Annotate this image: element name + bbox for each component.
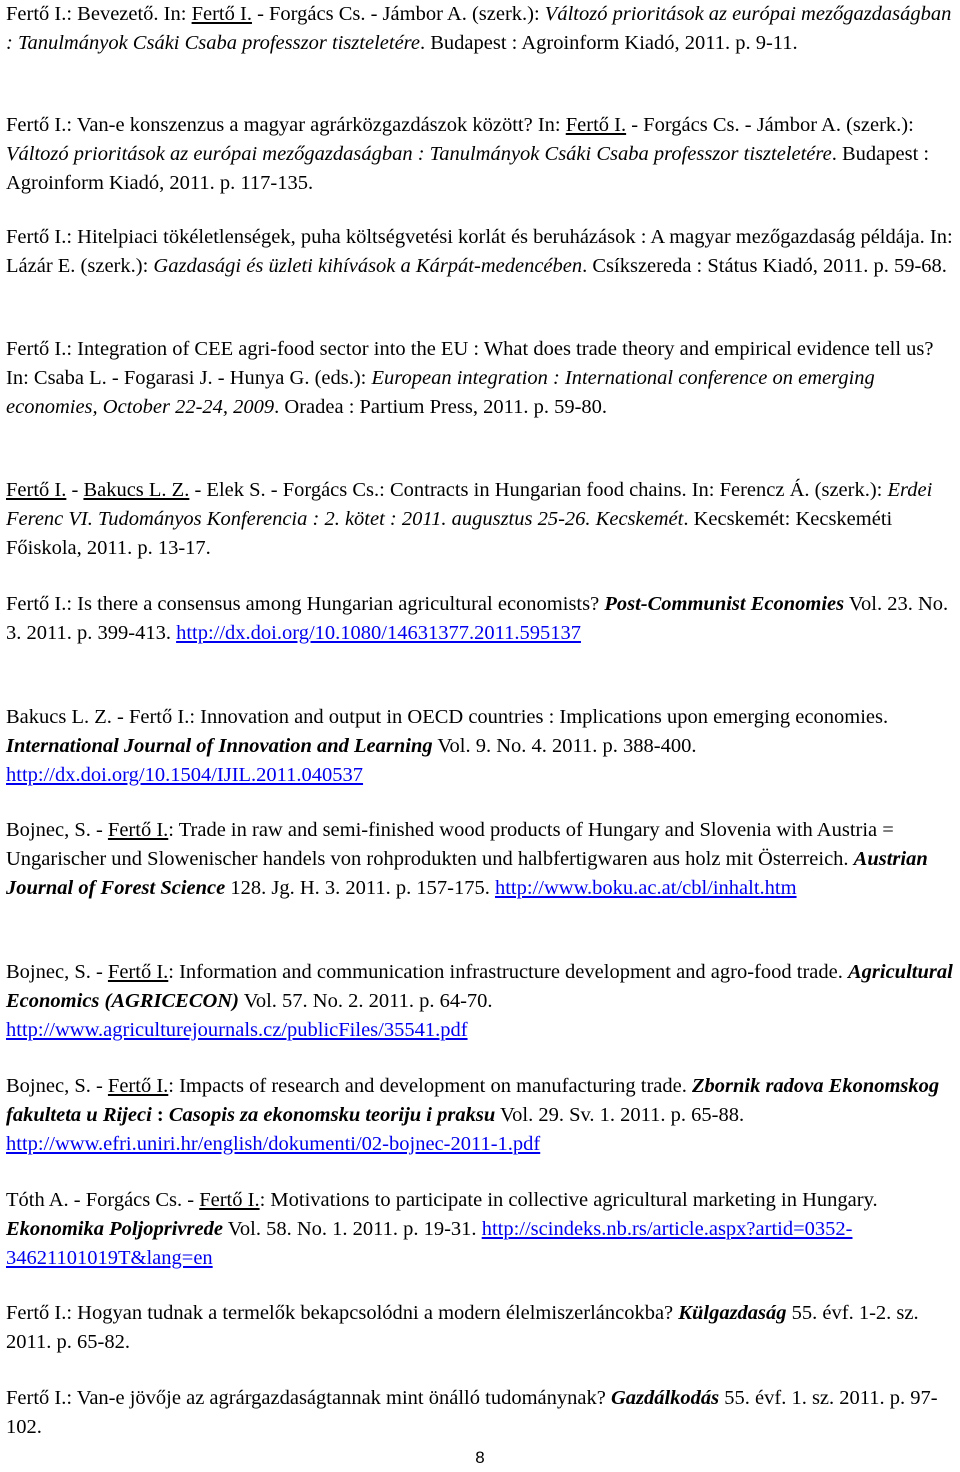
reference-text: International Journal of Innovation and Learning xyxy=(6,734,433,757)
page-number: 8 xyxy=(475,1448,485,1467)
reference-entry xyxy=(6,1186,956,1272)
reference-text: . Budapest : Agroinform Kiadó, 2011. p. 9-11. xyxy=(419,31,798,54)
reference-text: Vol. 29. Sv. 1. 2011. p. 65-88. xyxy=(495,1103,750,1126)
reference-text: . Kecskemét: Kecskeméti Főiskola, 2011. p. 13-17. xyxy=(6,507,898,559)
reference-text: Bojnec, S. - xyxy=(6,961,108,983)
reference-text: Gazdálkodás xyxy=(610,1387,720,1409)
reference-text: : Trade in raw and semi-finished wood products of Hungary and Slovenia with Austria = Ungarischer und Slowenischer handels von rohprodukten und halbfertigwaren aus holz mit Österreich. xyxy=(6,819,899,870)
reference-text: Fertő I.: Hogyan tudnak a termelők bekapcsolódni a modern élelmiszerláncokba? xyxy=(6,1302,679,1324)
doi-link[interactable]: http://www.efri.uniri.hr/english/dokumenti/02-bojnec-2011-1.pdf xyxy=(6,1132,541,1155)
reference-text: Fertő I.: Integration of CEE agri-food sector into the EU : What does trade theory and empirical evidence tell us? In: Csaba L. - Fogarasi J. - Hunya G. (eds.): xyxy=(6,338,939,389)
reference-entry xyxy=(6,1299,956,1357)
reference-text: Fertő I. xyxy=(6,479,67,501)
reference-text: - xyxy=(66,479,84,501)
reference-text: Fertő I. xyxy=(107,961,169,983)
reference-text: Fertő I. xyxy=(107,1075,169,1097)
reference-text: Külgazdaság xyxy=(678,1302,787,1324)
reference-text: Post-Communist Economies xyxy=(604,593,845,615)
reference-text: 55. évf. 1-2. sz. 2011. p. 65-82. xyxy=(6,1302,924,1353)
reference-text: Vol. 57. No. 2. 2011. p. 64-70. xyxy=(238,989,498,1012)
reference-text: . Oradea : Partium Press, 2011. p. 59-80. xyxy=(274,395,608,418)
reference-text: 128. Jg. H. 3. 2011. p. 157-175. xyxy=(225,876,495,899)
doi-link[interactable]: http://dx.doi.org/10.1080/14631377.2011.595137 xyxy=(176,621,581,644)
reference-text: : Impacts of research and development on manufacturing trade. xyxy=(168,1075,692,1097)
reference-text: : Motivations to participate in collective agricultural marketing in Hungary. xyxy=(259,1189,883,1211)
reference-text: 55. évf. 1. sz. 2011. p. 97-102. xyxy=(6,1387,938,1438)
reference-text: Változó prioritások az európai mezőgazdaságban : Tanulmányok Csáki Csaba professzor tiszteletére xyxy=(6,142,832,165)
reference-text: - Forgács Cs. - Jámbor A. (szerk.): xyxy=(626,114,919,136)
doi-link[interactable]: http://scindeks.nb.rs/article.aspx?artid=0352-34621101019T&lang=en xyxy=(6,1217,853,1269)
reference-entry xyxy=(6,476,956,562)
reference-text: Fertő I.: Van-e jövője az agrárgazdaságtannak mint önálló tudománynak? xyxy=(6,1387,611,1409)
reference-text: Fertő I. xyxy=(191,3,252,25)
reference-entry xyxy=(6,1072,956,1158)
reference-text: Változó prioritások az európai mezőgazdaságban : Tanulmányok Csáki Csaba professzor tiszteletére xyxy=(6,3,957,54)
reference-text: Bojnec, S. - xyxy=(6,819,108,841)
doi-link[interactable]: http://dx.doi.org/10.1504/IJIL.2011.040537 xyxy=(6,763,364,786)
reference-text: Fertő I. xyxy=(199,1189,260,1211)
reference-text: Vol. 58. No. 1. 2011. p. 19-31. xyxy=(222,1217,482,1240)
reference-text: Bakucs L. Z. xyxy=(83,479,190,501)
reference-text: Ekonomika Poljoprivrede xyxy=(6,1217,223,1240)
reference-text: . Budapest : Agroinform Kiadó, 2011. p. 117-135. xyxy=(6,142,934,194)
reference-text: Fertő I. xyxy=(107,819,169,841)
reference-text: Fertő I.: Van-e konszenzus a magyar agrárközgazdászok között? In: xyxy=(6,114,566,136)
reference-entry xyxy=(6,590,956,648)
reference-entry xyxy=(6,703,956,789)
reference-text: Fertő I.: Bevezető. In: xyxy=(6,3,192,25)
reference-text: Vol. 9. No. 4. 2011. p. 388-400. xyxy=(432,734,702,757)
reference-entry xyxy=(6,111,956,197)
reference-text: - Forgács Cs. - Jámbor A. (szerk.): xyxy=(251,3,545,25)
doi-link[interactable]: http://www.boku.ac.at/cbl/inhalt.htm xyxy=(494,876,797,899)
reference-text: - Elek S. - Forgács Cs.: Contracts in Hungarian food chains. In: Ferencz Á. (szerk.): xyxy=(189,479,888,501)
reference-text: Gazdasági és üzleti kihívások a Kárpát-medencében xyxy=(153,254,583,277)
doi-link[interactable]: http://www.agriculturejournals.cz/publicFiles/35541.pdf xyxy=(6,1018,468,1041)
reference-text: European integration : International conference on emerging economies, October 22-24, 2009 xyxy=(6,366,880,418)
reference-entry xyxy=(6,958,956,1044)
reference-text: Austrian Journal of Forest Science xyxy=(6,847,933,899)
reference-text: Vol. 23. No. 3. 2011. p. 399-413. xyxy=(6,593,954,644)
reference-entry xyxy=(6,1384,956,1442)
reference-text: Bakucs L. Z. - Fertő I.: Innovation and output in OECD countries : Implications upon emerging economies. xyxy=(6,706,894,728)
reference-text: Zbornik radova Ekonomskog fakulteta u Rijeci xyxy=(6,1075,945,1126)
reference-text: : Information and communication infrastructure development and agro-food trade. xyxy=(168,961,848,983)
reference-text: Casopis za ekonomsku teoriju i praksu xyxy=(168,1103,496,1126)
reference-text: Erdei Ferenc VI. Tudományos Konferencia : 2. kötet : 2011. augusztus 25-26. Kecskemét xyxy=(6,479,938,530)
reference-text: . Csíkszereda : Státus Kiadó, 2011. p. 59-68. xyxy=(582,254,947,277)
reference-text: Bojnec, S. - xyxy=(6,1075,108,1097)
reference-text: Agricultural Economics (AGRICECON) xyxy=(6,961,958,1012)
reference-entry xyxy=(6,0,956,58)
reference-text: : xyxy=(151,1103,169,1126)
reference-entry xyxy=(6,335,956,421)
reference-entry xyxy=(6,816,956,902)
reference-text: Fertő I.: Hitelpiaci tökéletlenségek, puha költségvetési korlát és beruházások : A magyar mezőgazdaság példája. In: Lázár E. (szerk.): xyxy=(6,226,958,277)
reference-text: Fertő I.: Is there a consensus among Hungarian agricultural economists? xyxy=(6,593,605,615)
reference-entry xyxy=(6,223,956,281)
reference-text: Tóth A. - Forgács Cs. - xyxy=(6,1189,200,1211)
reference-text: Fertő I. xyxy=(565,114,627,136)
